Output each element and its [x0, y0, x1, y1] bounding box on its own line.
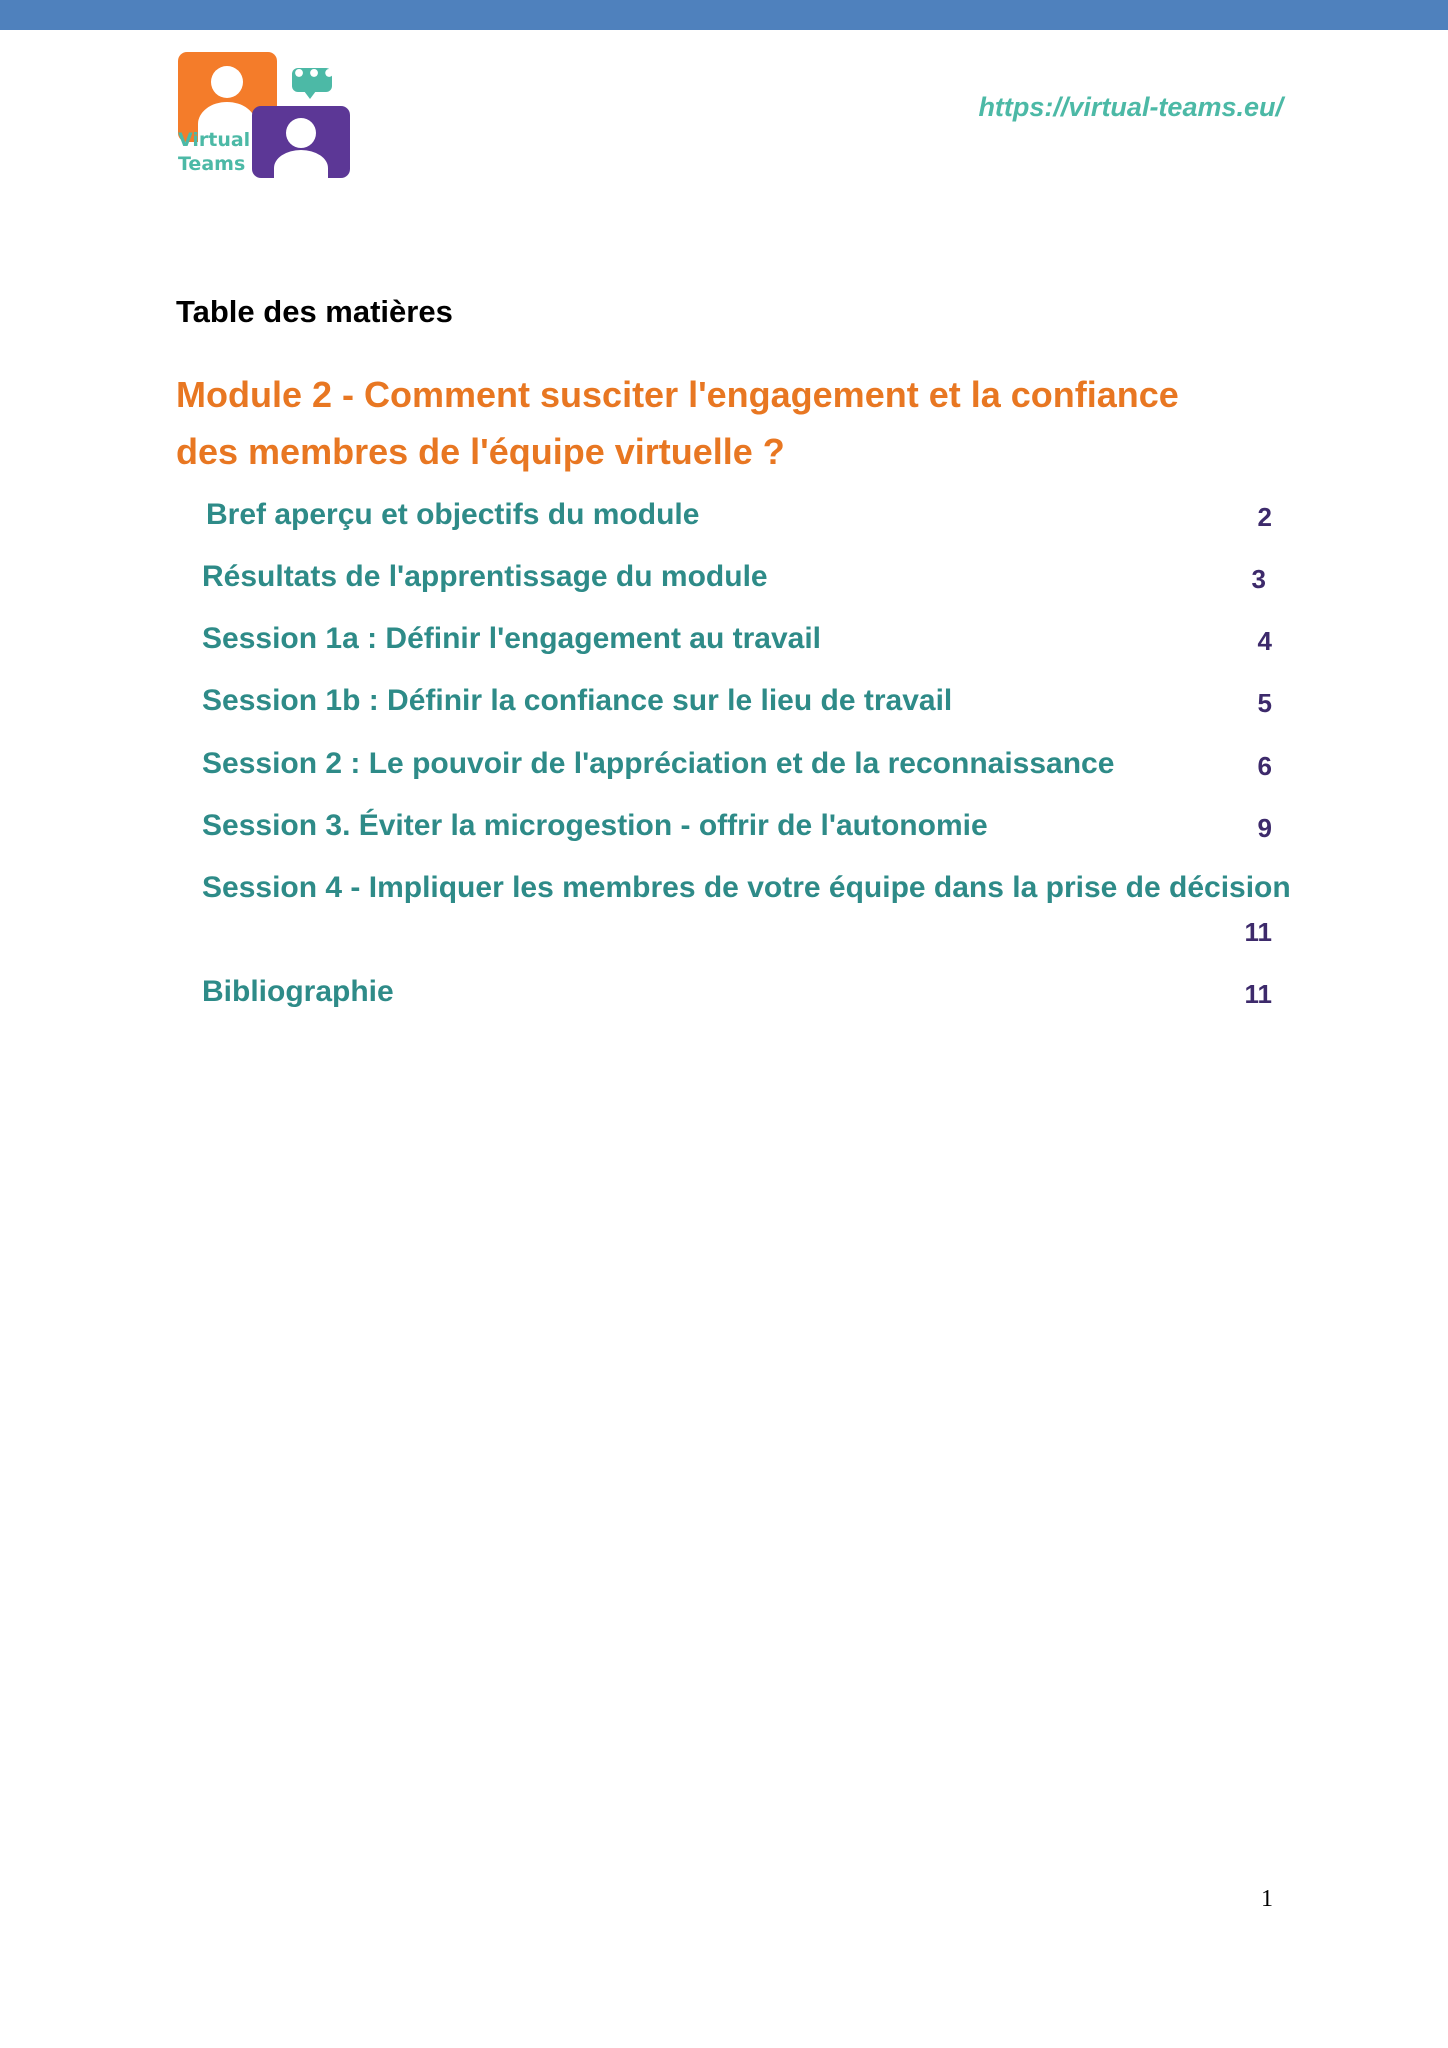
toc-entry[interactable] [0, 805, 1448, 847]
toc-entry-label: Bibliographie [202, 975, 394, 1008]
toc-entry-page: 2 [1257, 502, 1272, 532]
virtual-teams-logo [176, 52, 354, 180]
logo-word-virtual: Virtual [178, 129, 251, 151]
toc-entry[interactable] [0, 556, 1448, 598]
toc-entry[interactable] [0, 971, 1448, 1013]
toc-entry-page: 5 [1257, 688, 1272, 718]
logo-purple-person-tile [252, 106, 350, 178]
toc-entry[interactable] [0, 680, 1448, 722]
toc-entry-label: Session 1a : Définir l'engagement au travail [202, 622, 821, 655]
toc-entry-page: 11 [1244, 917, 1272, 947]
toc-entry-label: Session 3. Éviter la microgestion - offrir de l'autonomie [202, 809, 988, 842]
toc-entry[interactable] [0, 867, 1448, 957]
module-title[interactable]: Module 2 - Comment susciter l'engagement et la confiance des membres de l'équipe virtuelle ? [176, 374, 1179, 472]
toc-entry-label: Session 2 : Le pouvoir de l'appréciation et de la reconnaissance [202, 747, 1115, 780]
logo-word-teams: Teams [178, 153, 246, 175]
page-number: 1 [1261, 1886, 1273, 1912]
toc-entry[interactable] [0, 743, 1448, 785]
toc-entry-page: 6 [1257, 751, 1272, 781]
toc-entry[interactable] [0, 618, 1448, 660]
toc-entry-page: 11 [1244, 979, 1272, 1009]
toc-heading: Table des matières [176, 294, 453, 329]
website-link[interactable]: https://virtual-teams.eu/ [978, 92, 1283, 122]
toc-entry-label: Session 1b : Définir la confiance sur le lieu de travail [202, 684, 953, 717]
toc-entry-label: Bref aperçu et objectifs du module [206, 498, 700, 531]
toc-entry-label: Résultats de l'apprentissage du module [202, 560, 768, 593]
chat-bubble-icon: ••• [292, 68, 332, 92]
toc-entry-page: 4 [1257, 626, 1272, 656]
toc-entry[interactable] [0, 494, 1448, 536]
toc-entry-page: 9 [1257, 813, 1272, 843]
toc-entry-label: Session 4 - Impliquer les membres de votre équipe dans la prise de décision [202, 871, 1291, 904]
logo-wordmark [178, 128, 258, 176]
top-color-bar [0, 0, 1448, 30]
toc-entry-page: 3 [1251, 564, 1266, 594]
